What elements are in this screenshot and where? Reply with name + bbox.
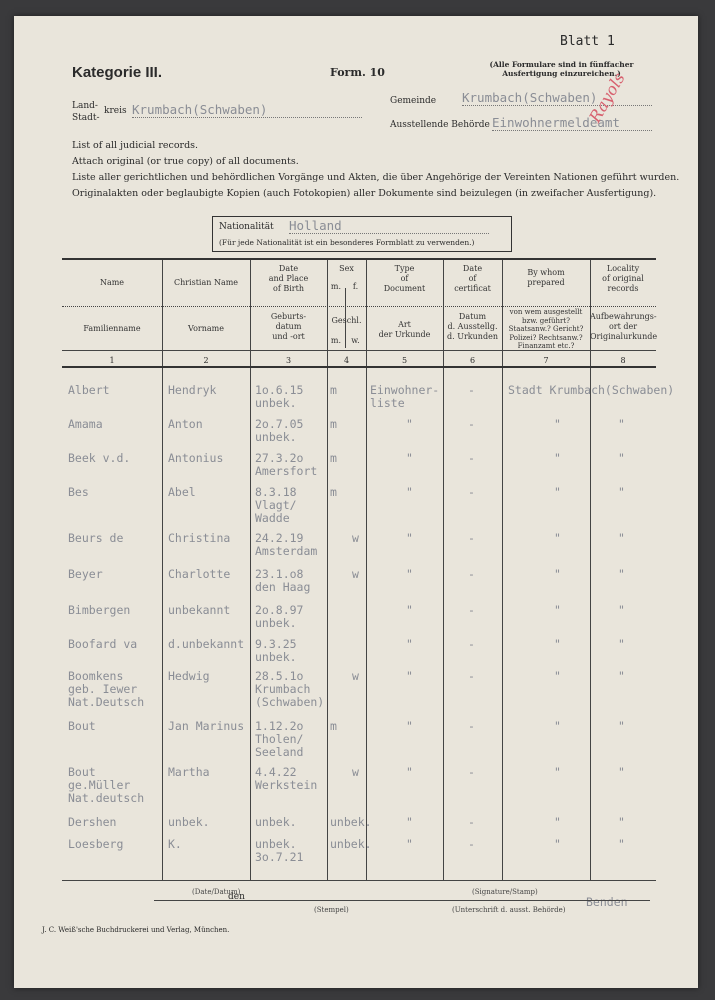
- cell-m: m: [330, 485, 337, 499]
- cell-loc: ": [618, 531, 625, 545]
- cell-type: ": [406, 567, 413, 581]
- cell-vorname: Martha: [168, 765, 210, 779]
- typed-place: Benden: [586, 895, 628, 909]
- cell-date: -: [468, 485, 475, 499]
- cell-dob: unbek. 3o.7.21: [255, 837, 304, 864]
- cell-dob: unbek.: [255, 815, 297, 829]
- cell-type: ": [406, 485, 413, 499]
- cell-date: -: [468, 567, 475, 581]
- cell-w: w: [352, 765, 359, 779]
- header-date-place-birth: Date and Place of Birth: [268, 264, 309, 293]
- cell-name: Beek v.d.: [68, 451, 131, 465]
- sheet-number: Blatt 1: [560, 34, 615, 49]
- cell-type: ": [406, 451, 413, 465]
- cell-whom: ": [554, 765, 561, 779]
- header-sex-m: m.: [330, 282, 342, 291]
- header-sex: Sex: [339, 264, 354, 273]
- cell-loc: ": [618, 485, 625, 499]
- cell-loc: ": [618, 669, 625, 683]
- cell-dob: 24.2.19 Amsterdam: [255, 531, 318, 558]
- category-title: Kategorie III.: [72, 64, 163, 81]
- column-number: 5: [401, 356, 408, 365]
- date-label: (Date/Datum): [192, 888, 241, 896]
- cell-loc: ": [618, 719, 625, 733]
- column-number: 2: [203, 356, 209, 365]
- nationality-note: (Für jede Nationalität ist ein besonderes Formblatt zu verwenden.): [219, 238, 475, 247]
- cell-type: ": [406, 417, 413, 431]
- cell-name: Boomkens geb. Iewer Nat.Deutsch: [68, 669, 145, 709]
- nationality-label: Nationalität: [219, 222, 274, 232]
- cell-date: -: [468, 451, 475, 465]
- cell-type: ": [406, 837, 413, 851]
- cell-dob: 8.3.18 Vlagt/ Wadde: [255, 485, 297, 525]
- cell-m: m: [330, 383, 337, 397]
- cell-m: m: [330, 719, 337, 733]
- column-number: 4: [343, 356, 350, 365]
- column-number: 8: [620, 356, 626, 365]
- header-certificate-date: Date of certificat: [454, 264, 491, 293]
- cell-dob: 1.12.2o Tholen/ Seeland: [255, 719, 304, 759]
- gemeinde-label: Gemeinde: [390, 96, 437, 106]
- cell-m: unbek.: [330, 837, 372, 851]
- cell-whom: ": [554, 637, 561, 651]
- cell-date: -: [468, 417, 475, 431]
- cell-vorname: K.: [168, 837, 182, 851]
- cell-type: ": [406, 669, 413, 683]
- instruction-line: Originalakten oder beglaubigte Kopien (auch Fotokopien) aller Dokumente sind beizulegen (in zweifacher Ausfertigung).: [72, 188, 657, 199]
- header-christian-name: Christian Name: [173, 278, 239, 287]
- header-name: Name: [99, 278, 125, 287]
- form-number: Form. 10: [330, 66, 385, 79]
- cell-vorname: unbekannt: [168, 603, 231, 617]
- cell-name: Amama: [68, 417, 103, 431]
- cell-date: -: [468, 815, 475, 829]
- gemeinde-field: Krumbach(Schwaben): [462, 90, 652, 106]
- column-number: 1: [109, 356, 115, 365]
- cell-whom: ": [554, 567, 561, 581]
- instruction-line: Liste aller gerichtlichen und behördlichen Vorgänge und Akten, die über Angehörige der Vereinten Nationen geführt wurden.: [72, 172, 680, 183]
- cell-date: -: [468, 719, 475, 733]
- cell-dob: 2o.8.97 unbek.: [255, 603, 304, 630]
- cell-m: m: [330, 417, 337, 431]
- cell-vorname: Anton: [168, 417, 203, 431]
- cell-name: Beyer: [68, 567, 103, 581]
- cell-dob: 27.3.2o Amersfort: [255, 451, 318, 478]
- cell-whom: ": [554, 837, 561, 851]
- cell-vorname: unbek.: [168, 815, 210, 829]
- cell-vorname: Christina: [168, 531, 231, 545]
- instruction-line: Attach original (or true copy) of all documents.: [72, 156, 299, 167]
- den-label: den: [228, 892, 245, 902]
- cell-w: w: [352, 669, 359, 683]
- cell-vorname: d.unbekannt: [168, 637, 245, 651]
- cell-vorname: Jan Marinus: [168, 719, 245, 733]
- cell-whom: ": [554, 603, 561, 617]
- cell-w: w: [352, 567, 359, 581]
- cell-vorname: Hendryk: [168, 383, 217, 397]
- cell-date: -: [468, 837, 475, 851]
- cell-name: Bout: [68, 719, 96, 733]
- header-vorname: Vorname: [188, 324, 224, 333]
- header-document-type: Type of Document: [383, 264, 426, 293]
- instructions: [72, 138, 692, 202]
- cell-vorname: Hedwig: [168, 669, 210, 683]
- handwritten-signature: Rayols: [585, 69, 629, 126]
- cell-type: ": [406, 719, 413, 733]
- cell-date: -: [468, 765, 475, 779]
- header-prepared-by: By whom prepared: [527, 268, 565, 287]
- behoerde-label: Ausstellende Behörde: [390, 120, 490, 130]
- cell-name: Beurs de: [68, 531, 124, 545]
- cell-type: ": [406, 765, 413, 779]
- document-page: [14, 16, 698, 988]
- cell-loc: ": [618, 837, 625, 851]
- kreis-field: Krumbach(Schwaben): [132, 102, 362, 118]
- cell-type: ": [406, 637, 413, 651]
- cell-name: Dershen: [68, 815, 117, 829]
- cell-w: w: [352, 531, 359, 545]
- cell-date: -: [468, 669, 475, 683]
- column-number: 6: [469, 356, 476, 365]
- copies-note: (Alle Formulare sind in fünffacher Ausfertigung einzureichen.): [489, 60, 634, 78]
- cell-whom: ": [554, 719, 561, 733]
- cell-whom: ": [554, 815, 561, 829]
- cell-dob: 9.3.25 unbek.: [255, 637, 297, 664]
- header-art-der-urkunde: Art der Urkunde: [378, 320, 431, 339]
- cell-vorname: Abel: [168, 485, 196, 499]
- printer-imprint: J. C. Weiß'sche Buchdruckerei und Verlag, München.: [42, 926, 230, 934]
- cell-date: -: [468, 531, 475, 545]
- header-datum-ausstellung: Datum d. Ausstellg. d. Urkunden: [447, 312, 498, 341]
- instruction-line: List of all judicial records.: [72, 140, 199, 151]
- cell-type: ": [406, 531, 413, 545]
- cell-loc: ": [618, 765, 625, 779]
- cell-vorname: Charlotte: [168, 567, 231, 581]
- row-rule: [62, 880, 656, 881]
- header-aufbewahrungsort: Aufbewahrungs- ort der Originalurkunde: [590, 312, 658, 341]
- cell-loc: ": [618, 417, 625, 431]
- header-von-wem: von wem ausgestellt bzw. geführt? Staatsanw.? Gericht? Polizei? Rechtsanw.? Finanzamt etc.?: [508, 308, 584, 350]
- column-number: 3: [285, 356, 292, 365]
- cell-name: Albert: [68, 383, 110, 397]
- cell-dob: 28.5.1o Krumbach (Schwaben): [255, 669, 325, 709]
- cell-m: unbek.: [330, 815, 372, 829]
- land-stadt-label: Land- Stadt-: [72, 101, 100, 123]
- cell-m: m: [330, 451, 337, 465]
- cell-name: Bout ge.Müller Nat.deutsch: [68, 765, 145, 805]
- cell-name: Bes: [68, 485, 89, 499]
- header-sex-f: f.: [352, 282, 359, 291]
- cell-loc: ": [618, 451, 625, 465]
- cell-name: Loesberg: [68, 837, 124, 851]
- nationality-field: Holland: [289, 218, 489, 234]
- header-geschlecht: Geschl.: [331, 316, 362, 325]
- cell-dob: 4.4.22 Werkstein: [255, 765, 318, 792]
- cell-dob: 2o.7.05 unbek.: [255, 417, 304, 444]
- behoerde-field: Einwohnermeldeamt: [492, 115, 652, 131]
- cell-type: Einwohner- liste: [370, 383, 440, 410]
- cell-whom: ": [554, 669, 561, 683]
- cell-whom: ": [554, 485, 561, 499]
- cell-loc: ": [618, 815, 625, 829]
- header-locality: Locality of original records: [602, 264, 644, 293]
- cell-date: -: [468, 603, 475, 617]
- header-familienname: Familienname: [83, 324, 141, 333]
- table-body: [62, 260, 675, 880]
- cell-whom: ": [554, 417, 561, 431]
- stempel-label: (Stempel): [314, 906, 349, 914]
- cell-loc: ": [618, 603, 625, 617]
- cell-date: -: [468, 637, 475, 651]
- unterschrift-label: (Unterschrift d. ausst. Behörde): [452, 906, 566, 914]
- cell-whom: ": [554, 451, 561, 465]
- cell-whom: ": [554, 531, 561, 545]
- cell-date: -: [468, 383, 475, 397]
- cell-type: ": [406, 603, 413, 617]
- cell-whom: Stadt Krumbach(Schwaben): [508, 383, 675, 397]
- cell-loc: ": [618, 637, 625, 651]
- signature-label: (Signature/Stamp): [472, 888, 538, 896]
- cell-loc: ": [618, 567, 625, 581]
- column-number: 7: [543, 356, 549, 365]
- cell-dob: 23.1.o8 den Haag: [255, 567, 311, 594]
- cell-name: Boofard va: [68, 637, 138, 651]
- nationality-box: [212, 216, 512, 252]
- cell-name: Bimbergen: [68, 603, 131, 617]
- cell-dob: 1o.6.15 unbek.: [255, 383, 304, 410]
- cell-type: ": [406, 815, 413, 829]
- header-geschlecht-m: m.: [330, 336, 342, 345]
- header-geburtsdatum: Geburts- datum und -ort: [270, 312, 307, 341]
- kreis-label: kreis: [104, 106, 127, 116]
- header-geschlecht-w: w.: [351, 336, 360, 345]
- cell-vorname: Antonius: [168, 451, 224, 465]
- records-table: [62, 258, 675, 909]
